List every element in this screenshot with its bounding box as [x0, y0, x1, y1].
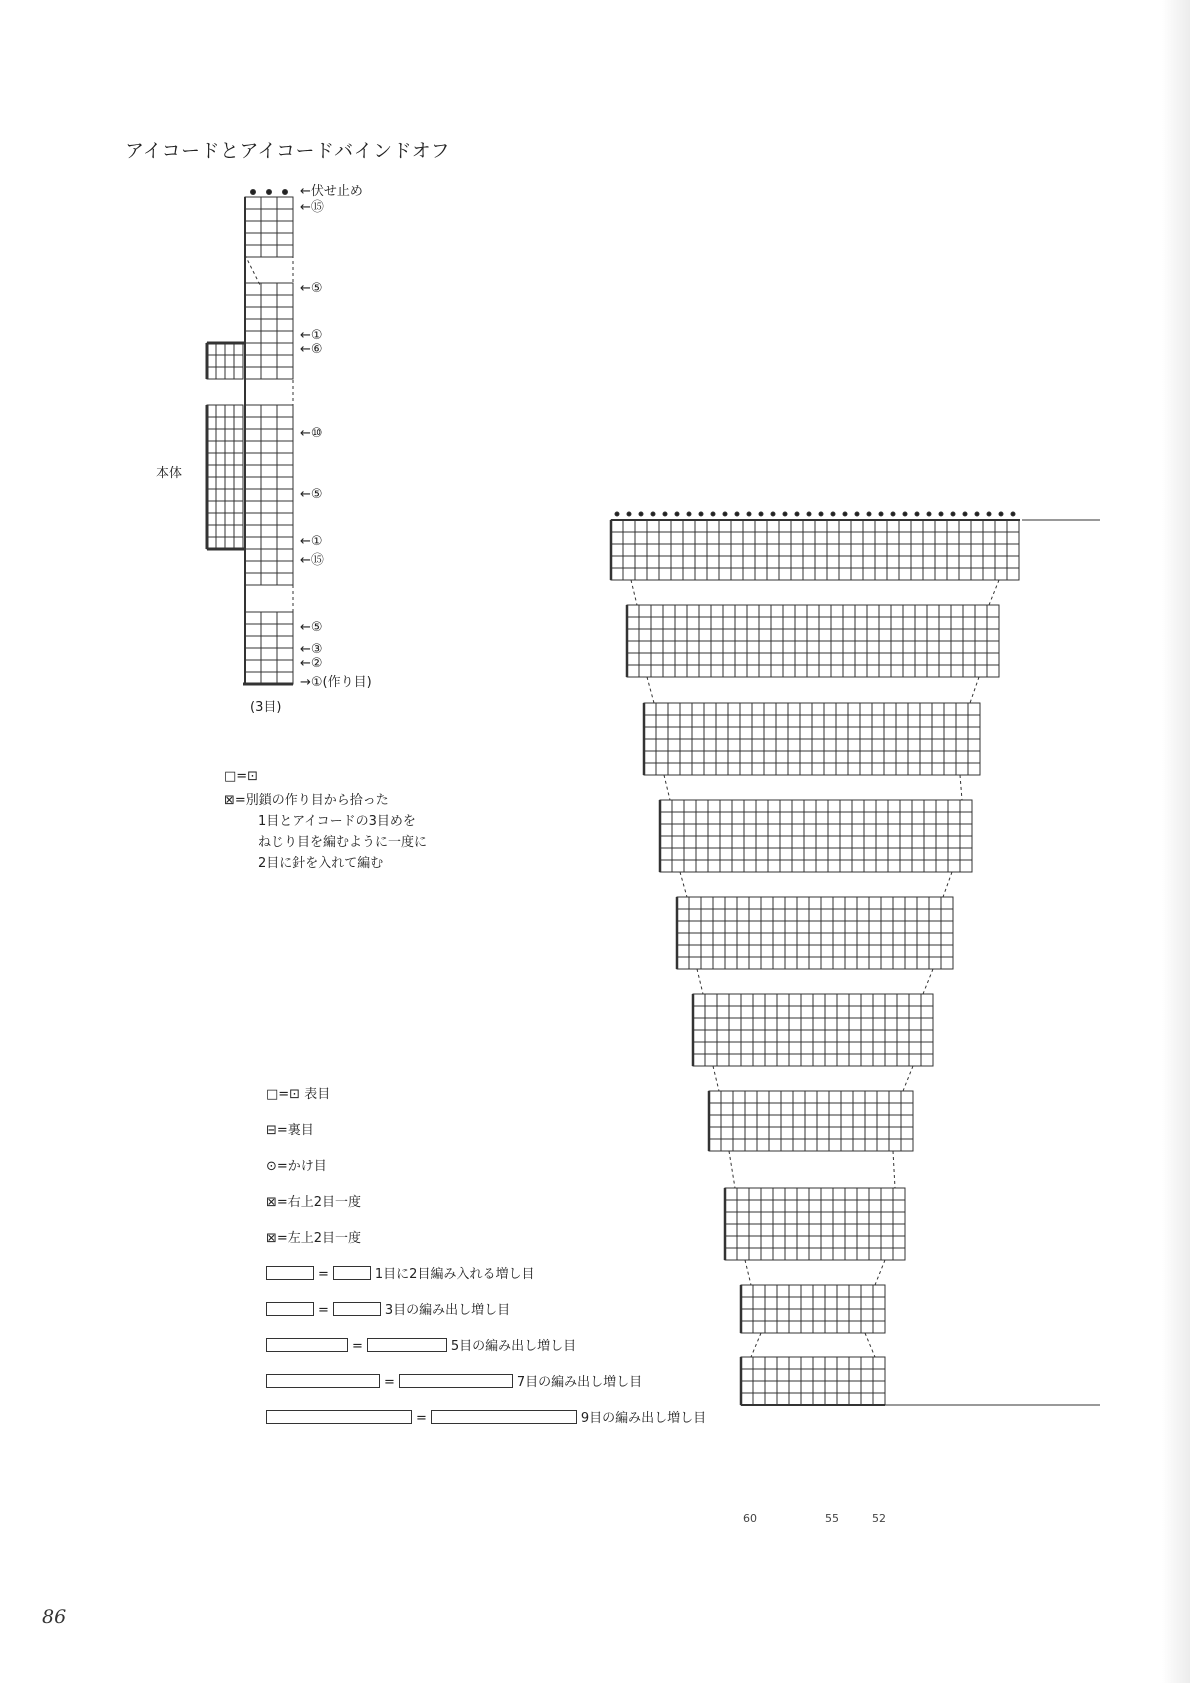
connector-line [664, 775, 670, 800]
inc9-expanded-icon [431, 1410, 577, 1424]
legend-ssk: ⊠=右上2目一度 [266, 1195, 362, 1210]
row-marker: ←① [300, 328, 323, 343]
bindoff-dot [723, 512, 727, 516]
bindoff-dot [855, 512, 859, 516]
bindoff-dot [627, 512, 631, 516]
legend-k2tog: ⊠=左上2目一度 [266, 1231, 362, 1246]
bindoff-label: ←伏せ止め [300, 184, 363, 199]
bindoff-dot [759, 512, 763, 516]
row-marker: ←⑥ [300, 342, 323, 357]
bindoff-dot [711, 512, 715, 516]
lace-chart-block [741, 1285, 885, 1333]
inc5-symbol-icon [266, 1338, 348, 1352]
row-marker: ←⑤ [300, 487, 323, 502]
page-number: 86 [42, 1606, 67, 1628]
legend-inc3-text: 3目の編み出し増し目 [384, 1303, 511, 1318]
bindoff-dot [867, 512, 871, 516]
connector-line [943, 872, 952, 897]
cast-on-label: (3目) [250, 700, 282, 715]
connector-line [903, 1066, 913, 1091]
inc7-symbol-icon [266, 1374, 380, 1388]
connector-line [923, 969, 933, 994]
legend-inc2: = 1目に2目編み入れる増し目 [266, 1263, 534, 1282]
connector-line [865, 1333, 875, 1357]
row-marker: ←③ [300, 642, 323, 657]
connector-line [713, 1066, 719, 1091]
lace-chart-block [660, 800, 972, 872]
bindoff-dot [1011, 512, 1015, 516]
bindoff-dot [939, 512, 943, 516]
tick-label: 52 [872, 1512, 886, 1525]
lace-chart-block [611, 520, 1019, 580]
bindoff-dot [615, 512, 619, 516]
inc2-symbol-icon [266, 1266, 314, 1280]
connector-line [631, 580, 637, 605]
tick-label: 60 [743, 1512, 757, 1525]
connector-line [729, 1151, 735, 1188]
legend-yarn-over: ⊙=かけ目 [266, 1159, 327, 1174]
bindoff-dot [663, 512, 667, 516]
legend-inc2-text: 1目に2目編み入れる増し目 [374, 1267, 535, 1282]
bindoff-dot [251, 190, 256, 195]
bindoff-dot [891, 512, 895, 516]
bindoff-dot [903, 512, 907, 516]
legend-inc9-text: 9目の編み出し増し目 [580, 1411, 707, 1426]
bindoff-dot [879, 512, 883, 516]
inc3-expanded-icon [333, 1302, 381, 1316]
bindoff-dot [783, 512, 787, 516]
icord-bottom-block [245, 612, 293, 684]
legend-knit: □=⊡ 表目 [266, 1087, 331, 1102]
connector-line [960, 775, 962, 800]
lace-chart-block [725, 1188, 905, 1260]
bindoff-dot [639, 512, 643, 516]
legend-inc7-text: 7目の編み出し増し目 [516, 1375, 643, 1390]
legend-inc3: = 3目の編み出し増し目 [266, 1299, 510, 1318]
bindoff-dot [915, 512, 919, 516]
bindoff-dot [771, 512, 775, 516]
inc3-symbol-icon [266, 1302, 314, 1316]
bindoff-dot [651, 512, 655, 516]
row-marker: ←⑮ [300, 200, 324, 215]
bindoff-dot [687, 512, 691, 516]
icord-upper-block [245, 283, 293, 379]
legend-inc7: = 7目の編み出し増し目 [266, 1371, 642, 1390]
bindoff-dot [975, 512, 979, 516]
bindoff-dot [675, 512, 679, 516]
connector-line [875, 1260, 885, 1285]
legend-purl: ⊟=裏目 [266, 1123, 314, 1138]
lace-chart-block [644, 703, 980, 775]
connector-line [680, 872, 687, 897]
lace-chart-block [709, 1091, 913, 1151]
body-label: 本体 [156, 466, 183, 481]
lace-chart-block [677, 897, 953, 969]
inc7-expanded-icon [399, 1374, 513, 1388]
bindoff-dot [699, 512, 703, 516]
inc9-symbol-icon [266, 1410, 412, 1424]
row-marker: ←⑤ [300, 281, 323, 296]
body-upper-block [207, 343, 243, 379]
connector-line [970, 677, 979, 703]
lace-chart-block [693, 994, 933, 1066]
bindoff-dot [987, 512, 991, 516]
note-line: ねじり目を編むように一度に [258, 835, 428, 850]
icord-middle-block [245, 405, 293, 585]
bindoff-dot [735, 512, 739, 516]
row-marker: ←⑮ [300, 553, 324, 568]
bindoff-dot [831, 512, 835, 516]
note-line: 2目に針を入れて編む [258, 856, 384, 871]
bindoff-dot [283, 190, 288, 195]
bindoff-dot [267, 190, 272, 195]
row-marker: ←② [300, 656, 323, 671]
row-marker: →①(作り目) [300, 675, 372, 690]
lace-chart-block [741, 1357, 885, 1405]
bindoff-dot [747, 512, 751, 516]
note-line: ⊠=別鎖の作り目から拾った [224, 793, 389, 808]
tick-label: 55 [825, 1512, 839, 1525]
bindoff-dot [927, 512, 931, 516]
body-lower-block [207, 405, 243, 549]
bindoff-dot [999, 512, 1003, 516]
legend-inc5: = 5目の編み出し増し目 [266, 1335, 576, 1354]
bindoff-dot [963, 512, 967, 516]
inc5-expanded-icon [367, 1338, 447, 1352]
bindoff-dot [843, 512, 847, 516]
connector-line [697, 969, 703, 994]
connector-line [745, 1260, 751, 1285]
connector-line [893, 1151, 895, 1188]
row-marker: ←⑩ [300, 426, 323, 441]
icord-top-block [245, 197, 293, 257]
connector-line [647, 677, 654, 703]
connector-line [751, 1333, 761, 1357]
note-line: □=⊡ [224, 769, 259, 784]
row-marker: ←⑤ [300, 620, 323, 635]
bindoff-dot [819, 512, 823, 516]
gap-line [245, 255, 260, 285]
bindoff-dot [807, 512, 811, 516]
legend-inc5-text: 5目の編み出し増し目 [450, 1339, 577, 1354]
inc2-expanded-icon [333, 1266, 371, 1280]
page-title: アイコードとアイコードバインドオフ [125, 140, 451, 162]
bindoff-dot [951, 512, 955, 516]
note-line: 1目とアイコードの3目めを [258, 814, 416, 829]
row-marker: ←① [300, 534, 323, 549]
legend-inc9: = 9目の編み出し増し目 [266, 1407, 706, 1426]
lace-chart-block [627, 605, 999, 677]
bindoff-dot [795, 512, 799, 516]
connector-line [989, 580, 999, 605]
